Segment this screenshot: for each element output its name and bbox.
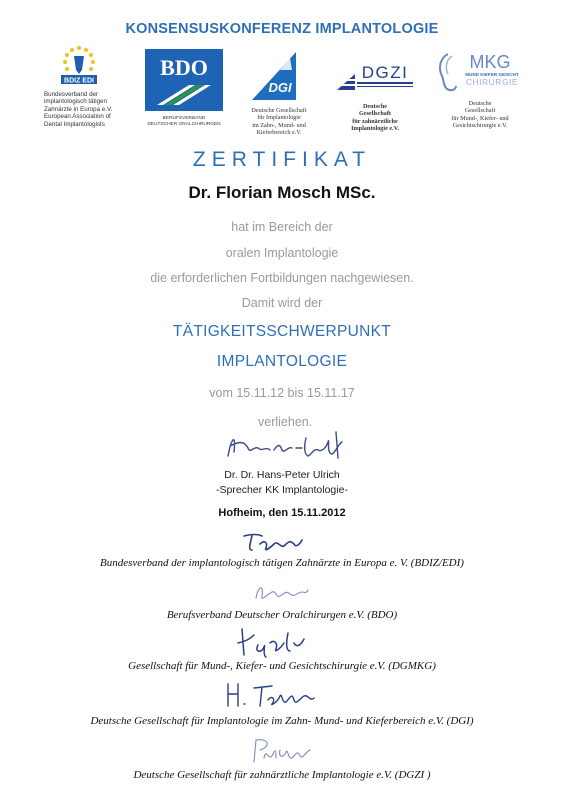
bdiz-edi-caption (44, 91, 120, 128)
granted-text: verliehen. (258, 415, 313, 429)
signatory-role: -Sprecher KK Implantologie- (216, 484, 348, 496)
dgi-caption-line: Kieferbereich e.V. (256, 129, 302, 137)
dgzi-mark: DGZI (361, 63, 409, 82)
place-and-date: Hofheim, den 15.11.2012 (218, 507, 346, 519)
recipient-name: Dr. Florian Mosch MSc. (188, 183, 376, 202)
mkg-sub-top: MUND KIEFER GESICHT (465, 72, 519, 77)
dgzi-caption-line: Gesellschaft (359, 110, 391, 118)
conference-title: KONSENSUSKONFERENZ IMPLANTOLOGIE (125, 21, 439, 37)
association-line-dgi: Deutsche Gesellschaft für Implantologie im Zahn- Mund- und Kieferbereich e.V. (DGI) (90, 715, 474, 727)
dgi-caption-line: im Zahn-, Mund- und (252, 121, 306, 129)
association-line-dgzi: Deutsche Gesellschaft für zahnärztliche Implantologie e.V. (DGZI ) (133, 769, 431, 781)
mkg-caption-line: Gesellschaft (464, 107, 496, 115)
focus-title-line-2: IMPLANTOLOGIE (216, 353, 348, 370)
body-line-2: oralen Implantologie (225, 246, 339, 260)
mkg-caption (432, 100, 528, 130)
association-line-bdiz: Bundesverband der implantologisch tätigen Zahnärzte in Europa e. V. (BDIZ/EDI) (100, 557, 464, 569)
dgi-signature (222, 680, 322, 710)
validity-period: vom 15.11.12 bis 15.11.17 (209, 386, 355, 400)
bdo-caption (142, 116, 226, 128)
bdiz-edi-mark: BDIZ EDI (64, 77, 94, 85)
mkg-caption-line: Gesichtschirurgie e.V. (452, 122, 508, 130)
dgzi-caption-line: für zahnärztliche (352, 117, 398, 125)
bdiz-caption-line: European Association of (44, 113, 111, 121)
bdo-signature (250, 580, 310, 604)
mkg-signature (236, 625, 312, 659)
signatory-name: Dr. Dr. Hans-Peter Ulrich (224, 469, 340, 481)
focus-title-line-1: TÄTIGKEITSSCHWERPUNKT (172, 323, 392, 340)
bdo-caption-line: DEUTSCHER ORALCHIRURGEN (147, 121, 221, 127)
bdiz-edi-star-ring-icon (55, 44, 103, 86)
dgi-triangle-icon (246, 48, 312, 102)
mkg-mark: MKG (469, 52, 511, 72)
bdiz-caption-line: Bundesverband der (44, 91, 99, 98)
bdo-mark: BDO (160, 55, 208, 80)
dgi-caption (236, 107, 322, 137)
spokesperson-signature (222, 428, 352, 462)
bdiz-caption-line: Dental Implantologists (44, 120, 105, 128)
mkg-logo (432, 50, 528, 130)
dgi-caption-line: Deutsche Gesellschaft (251, 107, 307, 114)
certificate-title: ZERTIFIKAT (192, 148, 372, 171)
bdiz-edi-logo (38, 44, 120, 128)
body-line-3: die erforderlichen Fortbildungen nachgewiesen. (150, 271, 414, 285)
dgzi-caption-line: Implantologie e.V. (351, 125, 399, 133)
dgzi-caption (332, 103, 418, 133)
bdo-logo (142, 49, 226, 128)
body-line-4: Damit wird der (241, 296, 323, 310)
dgzi-caption-line: Deutsche (362, 103, 388, 110)
association-line-bdo: Berufsverband Deutscher Oralchirurgen e.V. (BDO) (166, 609, 398, 621)
dgi-caption-line: für Implantologie (257, 114, 301, 122)
bdo-emblem-icon (145, 49, 223, 111)
mkg-profile-emblem-icon (434, 50, 526, 94)
dgzi-signature (248, 736, 320, 766)
association-line-mkg: Gesellschaft für Mund-, Kiefer- und Gesichtschirurgie e.V. (DGMKG) (128, 660, 436, 672)
dgzi-emblem-icon (335, 60, 415, 96)
bdiz-signature (240, 530, 304, 554)
mkg-sub-bottom: CHIRURGIE (465, 77, 519, 87)
dgzi-logo (332, 60, 418, 133)
dgi-mark: DGI (268, 80, 292, 95)
bdiz-caption-line: implantologisch tätigen (44, 98, 107, 106)
body-line-1: hat im Bereich der (231, 220, 333, 234)
dgi-logo (236, 48, 322, 137)
bdo-caption-line: BERUFSVERBAND (162, 116, 206, 121)
mkg-caption-line: für Mund-, Kiefer- und (451, 114, 509, 122)
bdiz-caption-line: Zahnärzte in Europa e.V. (44, 105, 113, 113)
mkg-caption-line: Deutsche (468, 100, 492, 107)
